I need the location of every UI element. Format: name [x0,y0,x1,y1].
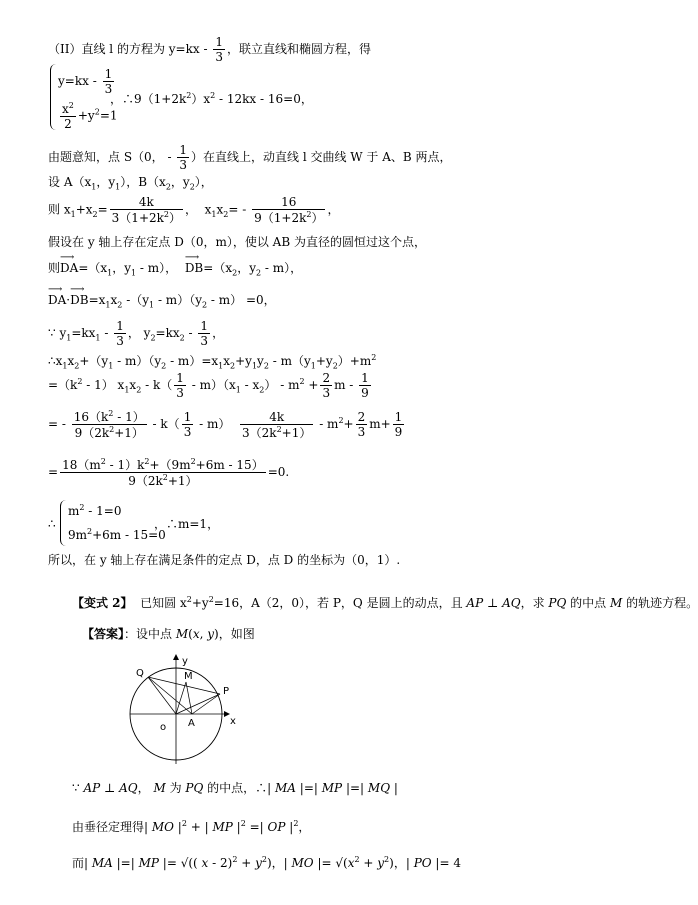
therefore-symbol: ∴ [48,517,56,531]
system1-eq1: y=kx - $\frac{1}{3}$ [58,67,113,96]
solution-line-9: $\therefore x_1x_2+(y_1 - m)(y_2 - m)=x_1x_2+y_1y_2 - m(y_1+y_2)+m^2$ [48,353,377,371]
label-p: P [223,686,230,697]
variant-tag: 【变式 2】 [72,596,133,610]
tail-line-3: 而| MA |=| MP |= √(( $x - 2)^2 + y^2$)，| MO |= $√(x^2 + y^2)$，| PO |= 4 [72,855,461,870]
answer-line: 【答案】：设中点 M(x, y)，如图 [82,627,255,641]
solution-line-8: ∵ $y_1=kx_1$ - $\frac{1}{3}$ ， $y_2=kx_2$ - $\frac{1}{3}$ ， [48,319,225,348]
system2-eq1: $m^2 - 1=0$ [68,503,122,518]
solution-line-7: ⟶ DA·⟶ $DB=x_1x_2$ $-(y_1 - m)(y_2 - m) =0$， [48,294,276,309]
system2-eq2: $9m^2+6m - 15=0$ [68,527,166,542]
solution-line-11: = - $\frac{16(k^2 - 1)}{9(2k^2+1)}$ - k（ $\frac{1}{3}$ - m） $\frac{4k}{3(2k^2+1)}$ - $m^2+$ $\frac{2}{3}$ m+ $\frac{1}{9}$ [48,409,403,440]
system1-result: ，$\therefore 9(1+2k^2)x^2 - 12kx - 16=0$， [110,91,313,106]
segment-op [176,694,220,714]
circle-figure [120,652,250,770]
label-q: Q [136,668,144,679]
segment-ap [192,694,220,714]
solution-line-5: 假设在 y 轴上存在定点 D（0，m），使以 AB 为直径的圆恒过这个点， [48,235,426,249]
solution-line-3: 设 $A(x_1$，$y_1$），$B(x_2$，$y_2$）， [48,175,213,192]
segment-om [176,682,186,714]
tail-line-1: ∵ AP ⊥ AQ， M 为 PQ 的中点，∴| MA |=| MP |=| MQ | [72,781,398,795]
y-axis-arrow [173,654,179,660]
variant-problem: 【变式 2】 已知圆 $x^2+y^2=16$，A（2，0），若 P，Q 是圆上的动点，且 AP ⊥ AQ，求 PQ 的中点 M 的轨迹方程。 [72,595,698,610]
system-brace-2 [60,500,67,546]
label-m: M [184,671,193,682]
solution-line-1: （II）直线 l 的方程为 y=kx - $\frac{1}{3}$ ，联立直线和椭圆方程，得 [48,35,371,64]
tail-line-2: 由垂径定理得| MO $|^2$ + | MP $|^2$ =| OP $|^2$， [72,819,311,834]
label-a: A [188,718,195,729]
label-x: x [230,716,236,727]
system2-result: ，∴m=1， [154,517,220,531]
answer-tag: 【答案】 [82,627,125,641]
solution-line-4: 则 $x_1+x_2=$ $\frac{4k}{3(1+2k^2)}$ ， $x_1x_2=$ - $\frac{16}{9(1+2k^2)}$ ， [48,195,340,225]
solution-line-12: = $\frac{18(m^2 - 1)k^2+(9m^2+6m - 15)}{9(2k^2+1)}$ =0. [48,457,290,488]
system1-eq2: $\frac{x^2}{2}$ $+y^2=1$ [62,101,118,131]
label-y: y [182,656,188,667]
solution-line-6: 则⟶ $DA=(x_1$，$y_1 - m$）， ⟶ $DB=(x_2$，$y_2 - m$）， [48,262,302,277]
solution-line-10: $=(k^2 - 1)$ $x_1x_2 - k$（ $\frac{1}{3}$ - $m)(x_1 - x_2) - m^2$ + $\frac{2}{3}$ m - $\frac{1}{9}$ [48,371,369,400]
solution-line-2: 由题意知，点 S（0， - $\frac{1}{3}$ ）在直线上，动直线 l 交曲线 W 于 A、B 两点， [48,143,452,172]
system-brace-1 [50,64,57,130]
label-o: o [160,722,167,733]
solution-conclusion: 所以，在 y 轴上存在满足条件的定点 D，点 D 的坐标为（0，1）. [48,553,401,567]
